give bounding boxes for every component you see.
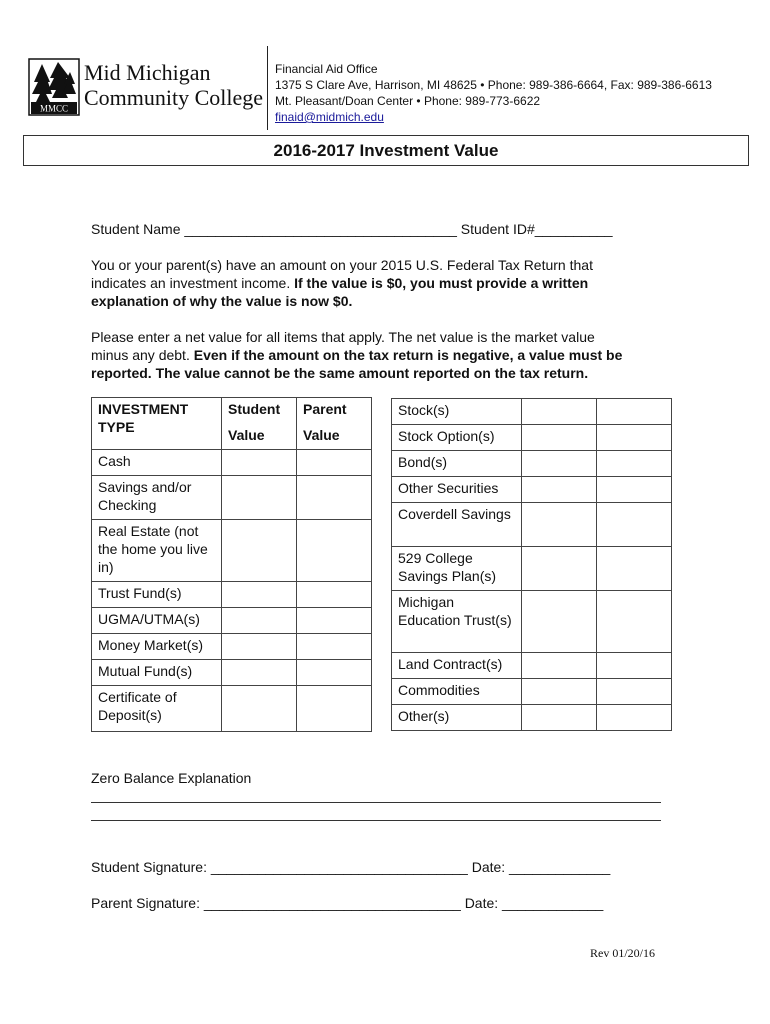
student-signature-field[interactable]: Student Signature: _________________________________ <box>91 859 468 875</box>
row-label-529: 529 College Savings Plan(s) <box>392 547 522 591</box>
zero-balance-line-2[interactable] <box>91 820 661 821</box>
savings-parent-input[interactable] <box>297 476 372 520</box>
coverdell-student-input[interactable] <box>522 503 597 547</box>
table-row <box>92 686 372 732</box>
row-label-ugma: UGMA/UTMA(s) <box>92 608 222 634</box>
row-label-commodities: Commodities <box>392 679 522 705</box>
row-label-mutual-fund: Mutual Fund(s) <box>92 660 222 686</box>
trust-fund-student-input[interactable] <box>222 582 297 608</box>
header-parent-line1: Parent <box>303 401 347 417</box>
parent-signature-line <box>91 894 603 912</box>
table-row <box>392 477 672 503</box>
stocks-student-input[interactable] <box>522 399 597 425</box>
ugma-parent-input[interactable] <box>297 608 372 634</box>
row-label-trust-fund: Trust Fund(s) <box>92 582 222 608</box>
mutual-fund-parent-input[interactable] <box>297 660 372 686</box>
student-id-field[interactable]: Student ID#__________ <box>460 221 613 237</box>
row-label-money-market: Money Market(s) <box>92 634 222 660</box>
paragraph-2-line2-plain: minus any debt. <box>91 347 194 363</box>
header-investment-type <box>92 398 222 450</box>
paragraph-1 <box>91 256 593 310</box>
table-row <box>392 399 672 425</box>
met-parent-input[interactable] <box>597 591 672 653</box>
real-estate-student-input[interactable] <box>222 520 297 582</box>
header-type-line1: INVESTMENT <box>98 401 189 417</box>
student-signature-line <box>91 858 610 876</box>
plan-529-parent-input[interactable] <box>597 547 672 591</box>
row-label-stocks: Stock(s) <box>392 399 522 425</box>
email-link[interactable]: finaid@midmich.edu <box>275 110 384 124</box>
row-label-other-securities: Other Securities <box>392 477 522 503</box>
row-label-cash: Cash <box>92 450 222 476</box>
table-row <box>392 591 672 653</box>
row-label-coverdell: Coverdell Savings <box>392 503 522 547</box>
table-row <box>92 520 372 582</box>
other-securities-student-input[interactable] <box>522 477 597 503</box>
paragraph-1-line1: You or your parent(s) have an amount on your 2015 U.S. Federal Tax Return that <box>91 257 593 273</box>
table-row <box>392 705 672 731</box>
row-label-others: Other(s) <box>392 705 522 731</box>
bonds-student-input[interactable] <box>522 451 597 477</box>
table-row <box>92 634 372 660</box>
paragraph-2-line3: reported. The value cannot be the same amount reported on the tax return. <box>91 365 589 381</box>
investment-table-right <box>391 398 672 731</box>
office-address: 1375 S Clare Ave, Harrison, MI 48625 • Phone: 989-386-6664, Fax: 989-386-6613 <box>275 78 712 92</box>
mutual-fund-student-input[interactable] <box>222 660 297 686</box>
row-label-savings: Savings and/or Checking <box>92 476 222 520</box>
table-row <box>392 679 672 705</box>
paragraph-2-line2-bold: Even if the amount on the tax return is negative, a value must be <box>193 347 623 363</box>
pine-trees-logo-icon <box>28 58 80 116</box>
header-type-line2: TYPE <box>98 419 135 435</box>
real-estate-parent-input[interactable] <box>297 520 372 582</box>
paragraph-1-line2 <box>91 274 593 292</box>
coverdell-parent-input[interactable] <box>597 503 672 547</box>
college-name <box>84 60 263 110</box>
commodities-parent-input[interactable] <box>597 679 672 705</box>
header-student-value <box>222 398 297 450</box>
center-contact: Mt. Pleasant/Doan Center • Phone: 989-773-6622 <box>275 94 541 108</box>
savings-student-input[interactable] <box>222 476 297 520</box>
cash-parent-input[interactable] <box>297 450 372 476</box>
student-name-field[interactable]: Student Name ___________________________________ <box>91 221 457 237</box>
table-row <box>92 660 372 686</box>
title-box <box>23 135 749 166</box>
plan-529-student-input[interactable] <box>522 547 597 591</box>
trust-fund-parent-input[interactable] <box>297 582 372 608</box>
paragraph-2 <box>91 328 622 382</box>
row-label-bonds: Bond(s) <box>392 451 522 477</box>
office-contact-block <box>275 61 712 125</box>
cash-student-input[interactable] <box>222 450 297 476</box>
form-title: 2016-2017 Investment Value <box>273 140 499 160</box>
row-label-real-estate: Real Estate (not the home you live in) <box>92 520 222 582</box>
zero-balance-label: Zero Balance Explanation <box>91 770 252 786</box>
table-row <box>92 608 372 634</box>
stock-options-parent-input[interactable] <box>597 425 672 451</box>
office-name: Financial Aid Office <box>275 62 378 76</box>
others-student-input[interactable] <box>522 705 597 731</box>
other-securities-parent-input[interactable] <box>597 477 672 503</box>
land-contract-student-input[interactable] <box>522 653 597 679</box>
student-date-field[interactable]: Date: _____________ <box>471 859 611 875</box>
commodities-student-input[interactable] <box>522 679 597 705</box>
investment-table-left <box>91 397 372 732</box>
header-parent-line2: Value <box>303 427 340 443</box>
header-student-line1: Student <box>228 401 281 417</box>
row-label-cd: Certificate of Deposit(s) <box>92 686 222 732</box>
row-label-land-contract: Land Contract(s) <box>392 653 522 679</box>
stock-options-student-input[interactable] <box>522 425 597 451</box>
row-label-met: Michigan Education Trust(s) <box>392 591 522 653</box>
paragraph-2-line1: Please enter a net value for all items that apply. The net value is the market value <box>91 329 595 345</box>
money-market-parent-input[interactable] <box>297 634 372 660</box>
bonds-parent-input[interactable] <box>597 451 672 477</box>
cd-student-input[interactable] <box>222 686 297 732</box>
table-row <box>392 653 672 679</box>
parent-signature-field[interactable]: Parent Signature: _________________________________ <box>91 895 461 911</box>
college-name-line1: Mid Michigan <box>84 60 211 85</box>
table-row <box>392 451 672 477</box>
stocks-parent-input[interactable] <box>597 399 672 425</box>
row-label-stock-options: Stock Option(s) <box>392 425 522 451</box>
money-market-student-input[interactable] <box>222 634 297 660</box>
paragraph-2-line2 <box>91 346 622 364</box>
others-parent-input[interactable] <box>597 705 672 731</box>
college-name-line2: Community College <box>84 85 264 110</box>
table-row <box>92 476 372 520</box>
table-row <box>392 547 672 591</box>
header-divider <box>267 46 268 130</box>
table-row <box>92 582 372 608</box>
paragraph-1-line2-bold: If the value is $0, you must provide a written <box>294 275 589 291</box>
land-contract-parent-input[interactable] <box>597 653 672 679</box>
table-row <box>392 503 672 547</box>
college-logo <box>24 56 264 120</box>
cd-parent-input[interactable] <box>297 686 372 732</box>
ugma-student-input[interactable] <box>222 608 297 634</box>
parent-date-field[interactable]: Date: _____________ <box>464 895 604 911</box>
logo-initials: MMCC <box>39 103 69 114</box>
header-student-line2: Value <box>228 427 265 443</box>
paragraph-1-line3: explanation of why the value is now $0. <box>91 293 353 309</box>
table-row <box>392 425 672 451</box>
student-info-line <box>91 220 613 238</box>
header-parent-value <box>297 398 372 450</box>
table-header-row <box>92 398 372 450</box>
zero-balance-line-1[interactable] <box>91 802 661 803</box>
met-student-input[interactable] <box>522 591 597 653</box>
revision-label: Rev 01/20/16 <box>590 946 655 960</box>
table-row <box>92 450 372 476</box>
paragraph-1-line2-plain: indicates an investment income. <box>91 275 295 291</box>
